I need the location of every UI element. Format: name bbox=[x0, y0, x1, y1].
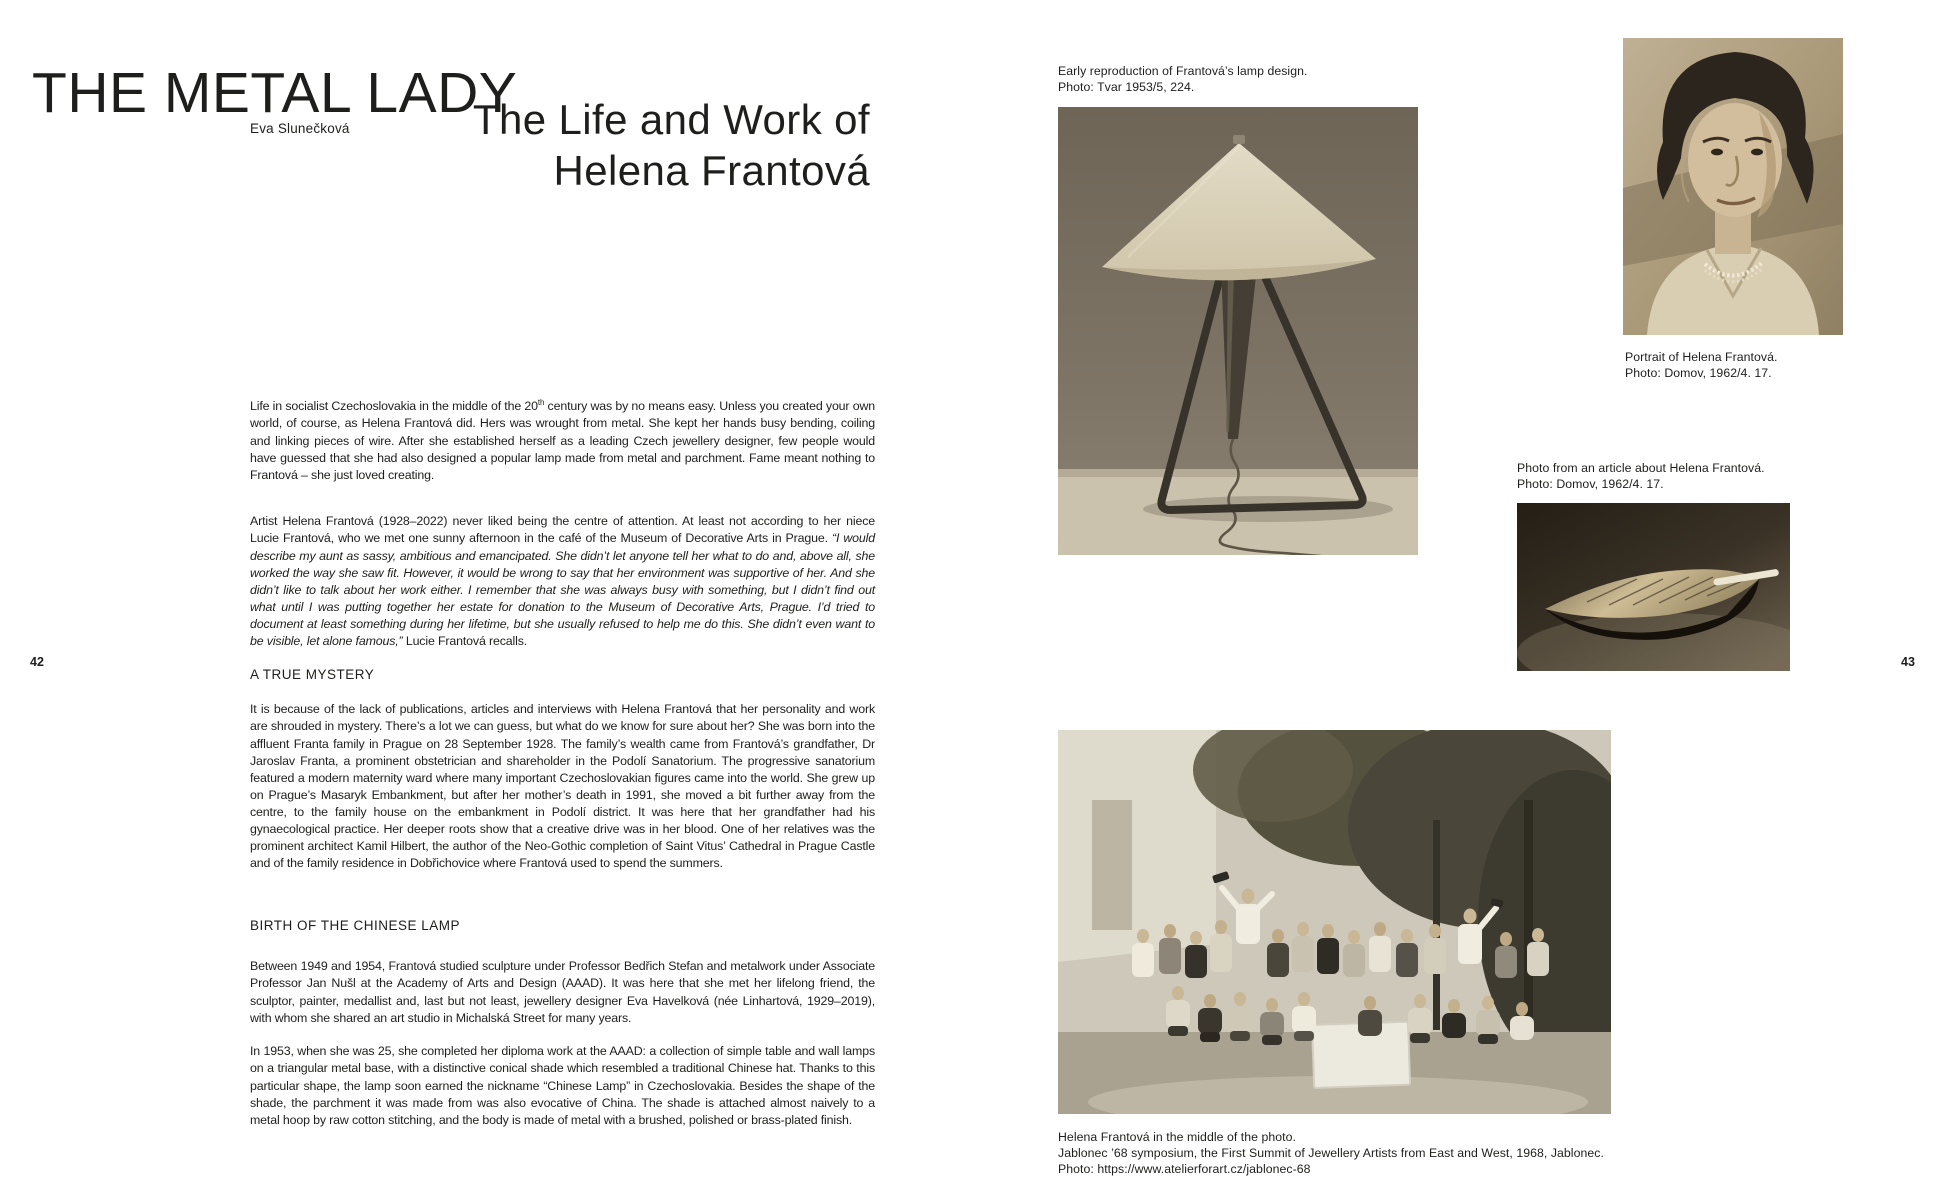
portrait-photo-caption bbox=[1625, 350, 1777, 382]
paragraph-biography: It is because of the lack of publications, articles and interviews with Helena Frantová that her personality and work are shrouded in mystery. There’s a lot we can guess, but what do we know for sure about her? She was born into the affluent Franta family in Prague on 28 September 1928. The family’s wealth came from Frantová’s grandfather, Dr Jaroslav Franta, a prominent obstetrician and shareholder in the Podolí Sanatorium. The progressive sanatorium featured a modern maternity ward where many important Czechoslovakian figures came into the world. She grew up on Prague’s Masaryk Embankment, but after her mother’s death in 1991, she moved a bit further away from the centre, to the family house on the embankment in Podolí district. It was here that her grandfather had his gynaecological practice. Her deeper roots show that a creative drive was in her blood. One of her relatives was the prominent architect Kamil Hilbert, the author of the Neo-Gothic completion of Saint Vitus’ Cathedral in Prague Castle and of the family residence in Dobřichovice where Frantová used to spend the summers. bbox=[250, 702, 875, 871]
group-caption-line-3: Photo: https://www.atelierforart.cz/jablonec-68 bbox=[1058, 1161, 1311, 1176]
paragraph-studies: Between 1949 and 1954, Frantová studied sculpture under Professor Bedřich Stefan and metalwork under Associate Professor Jan Nušl at the Academy of Arts and Design (AAAD). It was here that she met her lifelong friend, the sculptor, painter, medallist and, last but not least, jewellery designer Eva Havelková (née Linhartová, 1929–2019), with whom she shared an art studio in Michalská Street for many years. bbox=[250, 959, 875, 1025]
section-heading-birth-of-the-chinese-lamp: BIRTH OF THE CHINESE LAMP bbox=[250, 918, 461, 934]
portrait-photo bbox=[1623, 38, 1843, 335]
subtitle-line-1: The Life and Work of bbox=[472, 96, 870, 143]
lamp-photo-illustration bbox=[1058, 107, 1418, 555]
article-subtitle bbox=[380, 94, 870, 196]
brooch-photo-illustration bbox=[1517, 503, 1790, 671]
paragraph-diploma-lamp: In 1953, when she was 25, she completed her diploma work at the AAAD: a collection of simple table and wall lamps on a triangular metal base, with a distinctive conical shade which resembled a traditional Chinese hat. Thanks to this particular shape, the lamp soon earned the nickname “Chinese Lamp” in Czechoslovakia. Besides the shape of the shade, the parchment it was made from was also evocative of China. The shade is attached almost naively to a metal hoop by raw cotton stitching, and the body is made of metal with a brushed, polished or brass-plated finish. bbox=[250, 1044, 875, 1127]
brooch-photo-caption bbox=[1517, 461, 1765, 493]
brooch-caption-line-2: Photo: Domov, 1962/4. 17. bbox=[1517, 476, 1664, 491]
ordinal-superscript: th bbox=[537, 398, 545, 408]
quote-italic-text: “I would describe my aunt as sassy, ambitious and emancipated. She didn’t let anyone tell her what to do and, above all, she worked the way she saw fit. However, it would be wrong to say that her environment was supportive of her. And she didn’t like to talk about her work either. I remember that she was always busy with something, but I didn’t find out what until I was putting together her estate for donation to the Museum of Decorative Arts, Prague. I’d tried to document at least something during her lifetime, but she usually refused to help me do this. She didn’t even want to be visible, let alone famous,” bbox=[250, 531, 875, 649]
paragraph-intro bbox=[250, 398, 875, 483]
page-number-left: 42 bbox=[30, 655, 44, 669]
group-caption-line-2: Jablonec ’68 symposium, the First Summit of Jewellery Artists from East and West, 1968, Jablonec. bbox=[1058, 1145, 1604, 1160]
lamp-caption-line-2: Photo: Tvar 1953/5, 224. bbox=[1058, 79, 1195, 94]
brooch-photo bbox=[1517, 503, 1790, 671]
author-byline: Eva Slunečková bbox=[250, 121, 350, 136]
group-photo-caption bbox=[1058, 1130, 1604, 1177]
group-caption-line-1: Helena Frantová in the middle of the photo. bbox=[1058, 1130, 1296, 1144]
paragraph-quote-attribution: Lucie Frantová recalls. bbox=[405, 634, 528, 649]
group-photo-illustration bbox=[1058, 730, 1611, 1114]
page-number-right: 43 bbox=[1901, 655, 1915, 669]
portrait-caption-line-2: Photo: Domov, 1962/4. 17. bbox=[1625, 365, 1772, 380]
subtitle-line-2: Helena Frantová bbox=[553, 147, 870, 194]
page-title: THE METAL LADY bbox=[32, 61, 518, 126]
lamp-photo bbox=[1058, 107, 1418, 555]
group-photo bbox=[1058, 730, 1611, 1114]
paragraph-quote-lead: Artist Helena Frantová (1928–2022) never liked being the centre of attention. At least not according to her niece Lucie Frantová, who we met one sunny afternoon in the café of the Museum of Decorative Arts in Prague. bbox=[250, 514, 875, 546]
paragraph-intro-text-a: Life in socialist Czechoslovakia in the middle of the 20 bbox=[250, 399, 538, 414]
paragraph-intro-text-b: century was by no means easy. Unless you created your own world, of course, as Helena Frantová did. Hers was wrought from metal. She kept her hands busy bending, coiling and linking pieces of wire. After she established herself as a leading Czech jewellery designer, few people would have guessed that she had also designed a popular lamp made from metal and parchment. Fame meant nothing to Frantová – she just loved creating. bbox=[250, 399, 875, 482]
lamp-caption-line-1: Early reproduction of Frantová’s lamp design. bbox=[1058, 64, 1308, 78]
portrait-photo-illustration bbox=[1623, 38, 1843, 335]
brooch-caption-line-1: Photo from an article about Helena Frantová. bbox=[1517, 461, 1765, 475]
lamp-photo-caption bbox=[1058, 64, 1307, 96]
portrait-caption-line-1: Portrait of Helena Frantová. bbox=[1625, 350, 1778, 364]
paragraph-niece-quote bbox=[250, 513, 875, 650]
section-heading-a-true-mystery: A TRUE MYSTERY bbox=[250, 667, 375, 683]
